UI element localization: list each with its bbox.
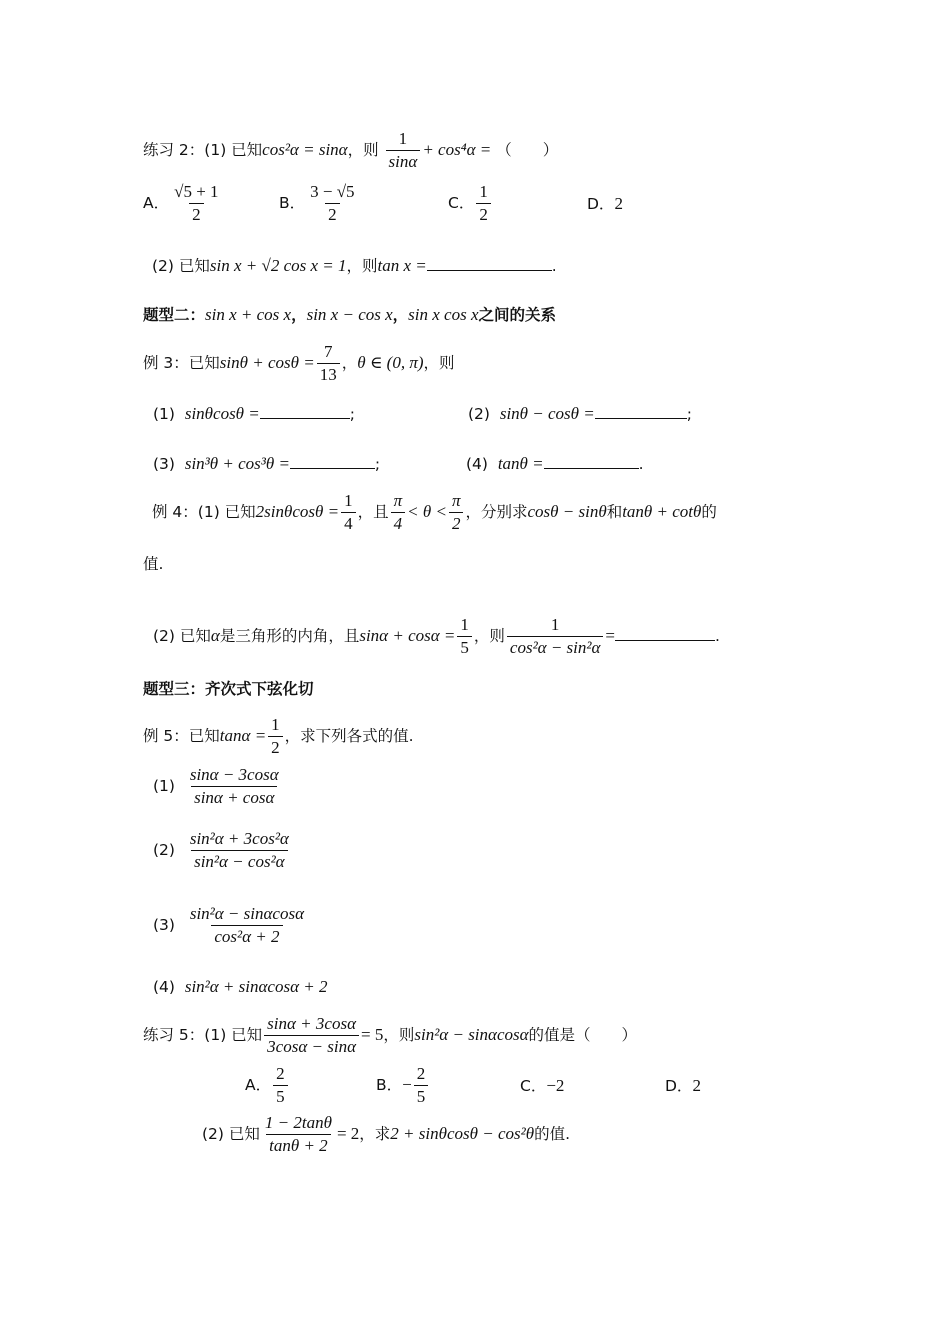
practice-5-question: 练习 5：(1) 已知 $\frac{\sin\alpha + 3\cos\alpha}{3\cos\alpha - \sin\alpha}$ = 5，则sin²α − sinαcosα的值是（ ）	[143, 1014, 638, 1056]
example-5-item-1: (1) $\frac{\sin\alpha - 3\cos\alpha}{\sin\alpha + \cos\alpha}$	[153, 765, 279, 807]
example-3-part-4: (4) tanθ = .	[466, 454, 644, 473]
practice-2-option-d: D．2	[587, 194, 623, 213]
practice-2-question: 练习 2：(1) 已知cos²α = sinα，则 $\frac{1}{\sin\alpha}$ + cos⁴α = （ ）	[143, 129, 559, 171]
example-5-item-4: (4) sin²α + sinαcosα + 2	[153, 977, 328, 996]
section-type-2-title: 题型二：sin x + cos x，sin x − cos x，sin x cos x之间的关系	[143, 305, 557, 324]
practice-2-fraction: $\frac{1}{\sin\alpha}$	[386, 128, 421, 173]
answer-blank	[544, 454, 639, 469]
example-3-part-2: (2) sinθ − cosθ = ;	[468, 404, 692, 423]
practice-2-option-b: B． $\frac{3 - √5}{2}$	[279, 182, 355, 224]
answer-blank	[615, 626, 715, 641]
practice-5-option-d: D．2	[665, 1076, 701, 1095]
example-4-continuation: 值.	[143, 555, 164, 573]
practice-5-option-a: A． $\frac{2}{5}$	[245, 1063, 290, 1108]
answer-blank	[595, 404, 687, 419]
example-5-item-2: (2) $\frac{\text{sin²α + 3cos²α}}{\text{sin²α − cos²α}}$	[153, 829, 289, 871]
practice-2-condition: cos²α = sinα	[262, 140, 348, 159]
answer-blank	[290, 454, 375, 469]
example-4-part-2: (2) 已知α是三角形的内角，且sinα + cosα = $\frac{1}{5}$ ，则 $\frac{1}{\text{cos²α − sin²α}}$ = .	[153, 615, 720, 657]
answer-blank	[260, 404, 350, 419]
practice-2-option-a: A． $\frac{√5 + 1}{2}$	[143, 182, 219, 224]
example-4-question: 例 4：(1) 已知2sinθcosθ = $\frac{1}{4}$ ，且 $\frac{\pi}{4}$ < θ < $\frac{\pi}{2}$ ，分别求cosθ − sinθ和tanθ + cotθ的	[152, 491, 717, 533]
practice-5-part-2: (2) 已知 $\frac{1 - 2\tan\theta}{\tan\theta + 2}$ = 2，求2 + sinθcosθ − cos²θ的值.	[202, 1113, 570, 1155]
example-3-part-3: (3) sin³θ + cos³θ = ;	[153, 454, 381, 473]
example-5-item-3: (3) $\frac{\text{sin²α − sinαcosα}}{\text{cos²α + 2}}$	[153, 904, 305, 946]
section-type-3-title: 题型三：齐次式下弦化切	[143, 680, 314, 698]
example-3-part-1: (1) sinθcosθ = ;	[153, 404, 355, 423]
practice-2-option-c: C． $\frac{1}{2}$	[448, 181, 493, 226]
practice-5-option-b: B．− $\frac{2}{5}$	[376, 1063, 430, 1108]
practice-2-part-2: (2) 已知sin x + √2 cos x = 1，则tan x = .	[152, 256, 557, 275]
answer-blank	[427, 256, 552, 271]
example-3-question: 例 3：已知sinθ + cosθ = $\frac{7}{13}$ ，θ ∈ (0, π)，则	[143, 342, 455, 384]
example-5-question: 例 5：已知tanα = $\frac{1}{2}$ ，求下列各式的值.	[143, 715, 414, 757]
practice-5-option-c: C．−2	[520, 1076, 565, 1095]
